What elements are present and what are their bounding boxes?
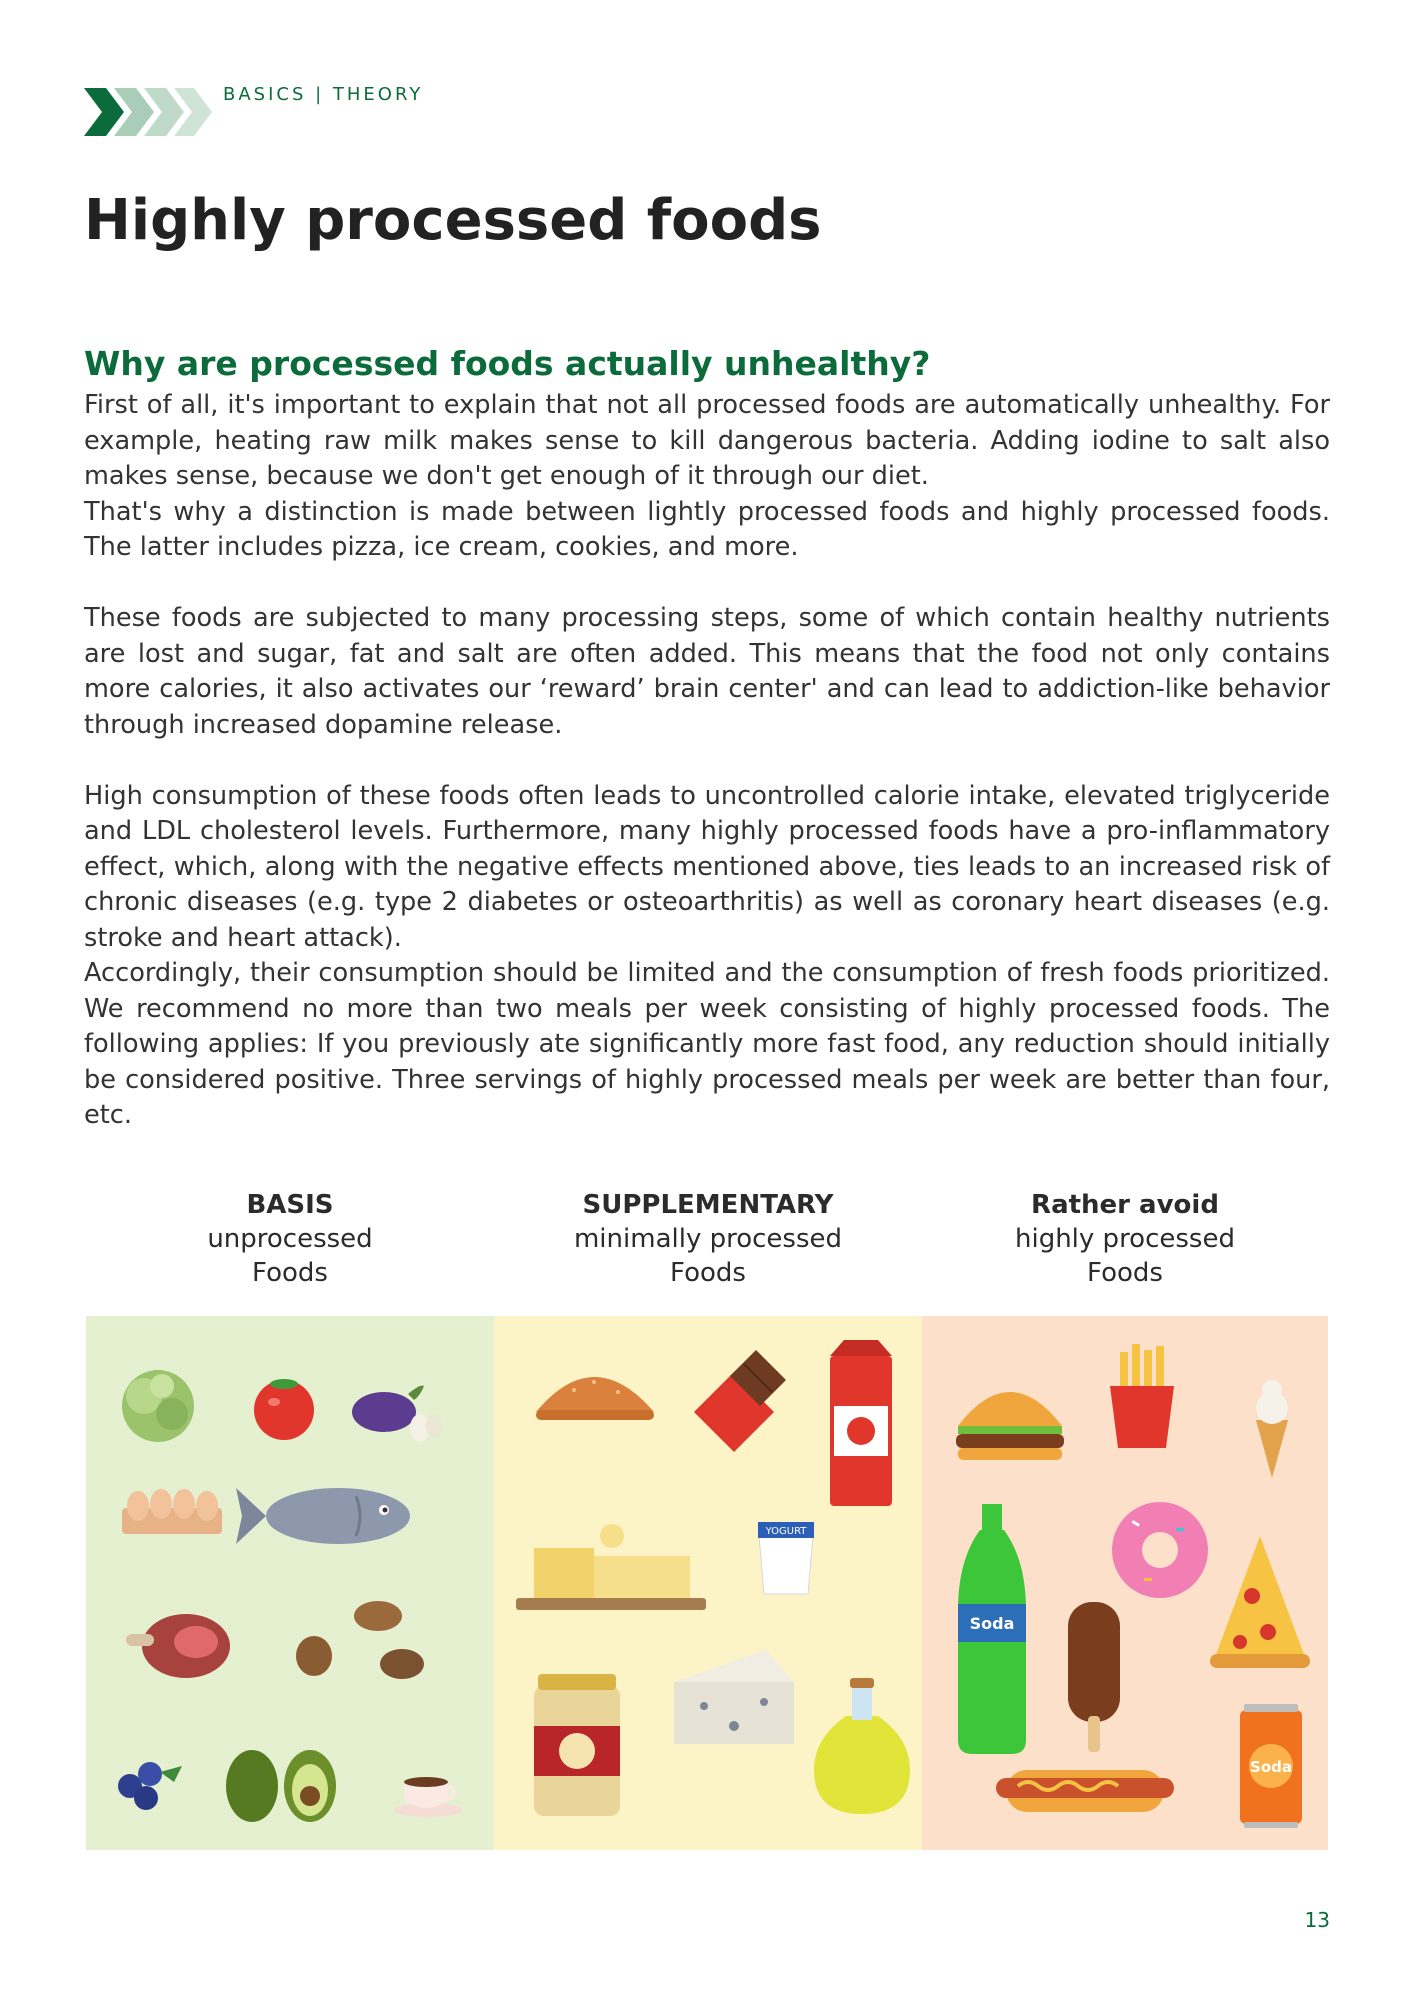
column-title: BASIS	[246, 1190, 334, 1220]
soda-can-icon	[1240, 1704, 1302, 1828]
tomato-icon	[254, 1379, 314, 1440]
pizza-slice-icon	[1210, 1536, 1310, 1668]
paragraph: Accordingly, their consumption should be limited and the consumption of fresh foods prioritized. We recommend no more than two meals per week consisting of highly processed foods. The following applies: If you previously ate significantly more fast food, any reduction should initially be considered positive. Three servings of highly processed meals per week are better than four, etc.	[84, 958, 1330, 1130]
blueberries-icon	[118, 1762, 182, 1810]
blue-cheese-icon	[674, 1650, 794, 1744]
column-subtitle: unprocessed	[207, 1224, 373, 1254]
avocado-icon	[226, 1750, 336, 1822]
column-subtitle: Foods	[1087, 1258, 1163, 1288]
column-heading-avoid	[922, 1188, 1328, 1290]
paragraph: High consumption of these foods often leads to uncontrolled calorie intake, elevated triglyceride and LDL cholesterol levels. Furthermore, many highly processed foods have a pro-inflammatory effect, which, along with the negative effects mentioned above, ties leads to an increased risk of chronic diseases (e.g. type 2 diabetes or osteoarthritis) as well as coronary heart diseases (e.g. stroke and heart attack).	[84, 780, 1330, 953]
section-subheading: Why are processed foods actually unhealthy?	[84, 344, 931, 383]
butter-icon	[516, 1524, 706, 1610]
juice-carton-icon	[830, 1340, 892, 1506]
page-title: Highly processed foods	[84, 188, 822, 253]
hot-dog-icon	[996, 1770, 1174, 1812]
eggs-icon	[122, 1489, 222, 1534]
burger-icon	[956, 1392, 1064, 1460]
soda-bottle-icon	[958, 1504, 1026, 1754]
paragraph: First of all, it's important to explain that not all processed foods are automatically unhealthy. For example, heating raw milk makes sense to kill dangerous bacteria. Adding iodine to salt also makes sense, because we don't get enough of it through our diet.	[84, 390, 1330, 491]
yogurt-label: YOGURT	[765, 1526, 807, 1537]
oil-bottle-icon	[814, 1678, 910, 1814]
paragraph: These foods are subjected to many processing steps, some of which contain healthy nutrients are lost and sugar, fat and salt are often added. This means that the food not only contains more calories, it also activates our ‘reward’ brain center' and can lead to addiction-like behavior through increased dopamine release.	[84, 603, 1330, 740]
column-title: Rather avoid	[1031, 1190, 1219, 1220]
paragraph: That's why a distinction is made between lightly processed foods and highly processed foods. The latter includes pizza, ice cream, cookies, and more.	[84, 496, 1330, 562]
popsicle-icon	[1068, 1602, 1120, 1752]
column-subtitle: Foods	[252, 1258, 328, 1288]
pickle-jar-icon	[534, 1674, 620, 1816]
soda-bottle-label: Soda	[969, 1614, 1015, 1633]
column-heading-supplementary	[494, 1188, 922, 1290]
section-label: BASICS | THEORY	[223, 84, 424, 105]
eggplant-icon	[352, 1386, 442, 1442]
column-subtitle: Foods	[670, 1258, 746, 1288]
potatoes-icon	[296, 1601, 424, 1679]
column-subtitle: minimally processed	[573, 1224, 843, 1254]
panel-basis	[86, 1316, 494, 1850]
yogurt-icon	[758, 1522, 814, 1594]
chocolate-icon	[694, 1350, 786, 1452]
column-subtitle: highly processed	[1015, 1224, 1235, 1254]
meat-icon	[126, 1614, 230, 1678]
fries-icon	[1110, 1344, 1174, 1448]
chevrons-logo-icon	[84, 84, 212, 140]
panel-supplementary	[494, 1316, 922, 1850]
panel-avoid	[922, 1316, 1328, 1850]
fish-icon	[236, 1488, 410, 1544]
soda-can-label: Soda	[1250, 1758, 1292, 1776]
bread-roll-icon	[536, 1377, 654, 1420]
lettuce-icon	[122, 1370, 194, 1442]
column-heading-basis	[86, 1188, 494, 1290]
body-text	[84, 388, 1330, 1134]
page-number: 13	[1304, 1908, 1330, 1932]
column-title: SUPPLEMENTARY	[582, 1190, 834, 1220]
coffee-icon	[394, 1777, 462, 1817]
donut-icon	[1112, 1502, 1208, 1598]
ice-cream-cone-icon	[1256, 1380, 1288, 1478]
